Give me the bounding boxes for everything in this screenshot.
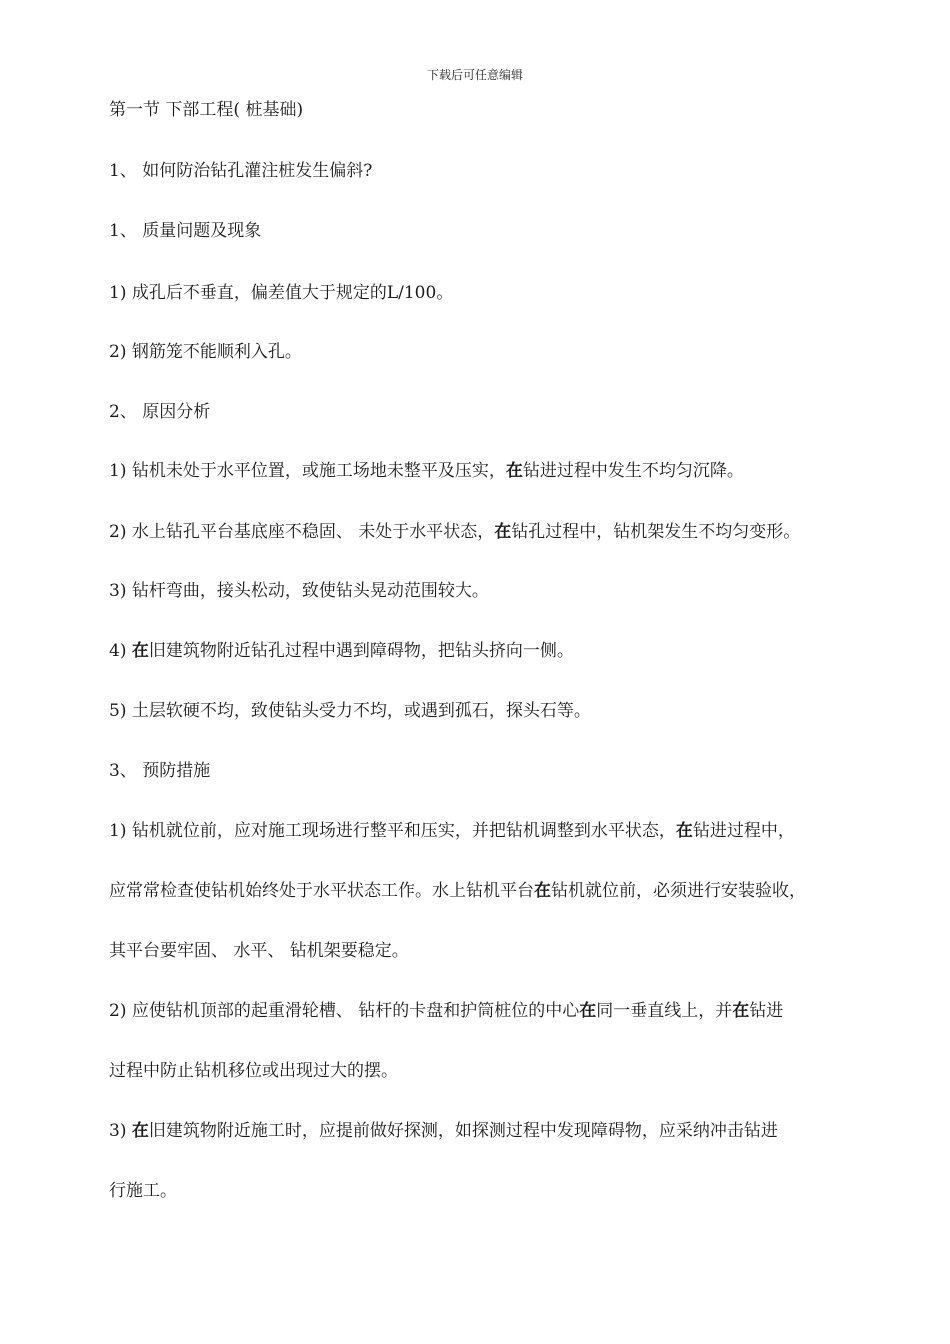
text-run: 钻进 xyxy=(749,1001,784,1021)
text-run: 2) 应使钻机顶部的起重滑轮槽、 钻杆的卡盘和护筒桩位的中心 xyxy=(109,1001,580,1021)
text-run: 旧建筑物附近施工时，应提前做好探测，如探测过程中发现障碍物，应采纳冲击钻进 xyxy=(148,1121,778,1141)
text-run: 2) 水上钻孔平台基底座不稳固、 未处于水平状态， xyxy=(109,522,495,542)
paragraph xyxy=(109,820,795,842)
text-run-bold: 在 xyxy=(131,1121,149,1141)
paragraph: 3) 钻杆弯曲，接头松动，致使钻头晃动范围较大。 xyxy=(109,581,489,601)
heading-prevention: 3、 预防措施 xyxy=(109,761,211,781)
text-run-bold: 在 xyxy=(675,821,693,841)
text-run-bold: 在 xyxy=(494,522,512,542)
text-run-bold: 在 xyxy=(579,1001,597,1021)
text-run-bold: 在 xyxy=(131,641,149,661)
paragraph: 5) 土层软硬不均，致使钻头受力不均，或遇到孤石，探头石等。 xyxy=(109,701,591,721)
text-run: 旧建筑物附近钻孔过程中遇到障碍物，把钻头挤向一侧。 xyxy=(148,641,574,661)
text-run-bold: 在 xyxy=(534,881,551,901)
heading-cause-analysis: 2、 原因分析 xyxy=(109,402,211,422)
paragraph: 1) 成孔后不垂直，偏差值大于规定的L/100。 xyxy=(109,283,454,303)
paragraph-continuation: 其平台要牢固、 水平、 钻机架要稳定。 xyxy=(109,941,409,961)
heading-quality-problem: 1、 质量问题及现象 xyxy=(109,221,262,241)
text-run: 钻机就位前，必须进行安装验收， xyxy=(551,881,806,901)
text-run-bold: 在 xyxy=(505,461,523,481)
text-run: 钻进过程中， xyxy=(692,821,795,841)
text-run: 钻进过程中发生不均匀沉降。 xyxy=(522,461,744,481)
paragraph xyxy=(109,1000,783,1022)
text-run: 同一垂直线上，并 xyxy=(596,1001,733,1021)
text-run: 4) xyxy=(109,641,132,661)
paragraph-continuation xyxy=(109,880,806,902)
paragraph: 2) 钢筋笼不能顺利入孔。 xyxy=(109,342,302,362)
paragraph-continuation: 过程中防止钻机移位或出现过大的摆。 xyxy=(109,1061,398,1081)
text-run: 3) xyxy=(109,1121,132,1141)
text-run: 1) 钻机就位前，应对施工现场进行整平和压实，并把钻机调整到水平状态， xyxy=(109,821,676,841)
paragraph xyxy=(109,521,800,543)
text-run: 应常常检查使钻机始终处于水平状态工作。水上钻机平台 xyxy=(109,881,534,901)
paragraph xyxy=(109,640,574,662)
paragraph xyxy=(109,460,744,482)
question-heading: 1、 如何防治钻孔灌注桩发生偏斜? xyxy=(109,161,373,181)
paragraph-continuation: 行施工。 xyxy=(109,1181,177,1201)
text-run: 1) 钻机未处于水平位置，或施工场地未整平及压实， xyxy=(109,461,506,481)
header-note: 下载后可任意编辑 xyxy=(426,68,523,82)
section-title: 第一节 下部工程( 桩基础) xyxy=(109,100,304,120)
text-run: 钻孔过程中，钻机架发生不均匀变形。 xyxy=(511,522,801,542)
paragraph xyxy=(109,1120,778,1142)
text-run-bold: 在 xyxy=(732,1001,750,1021)
